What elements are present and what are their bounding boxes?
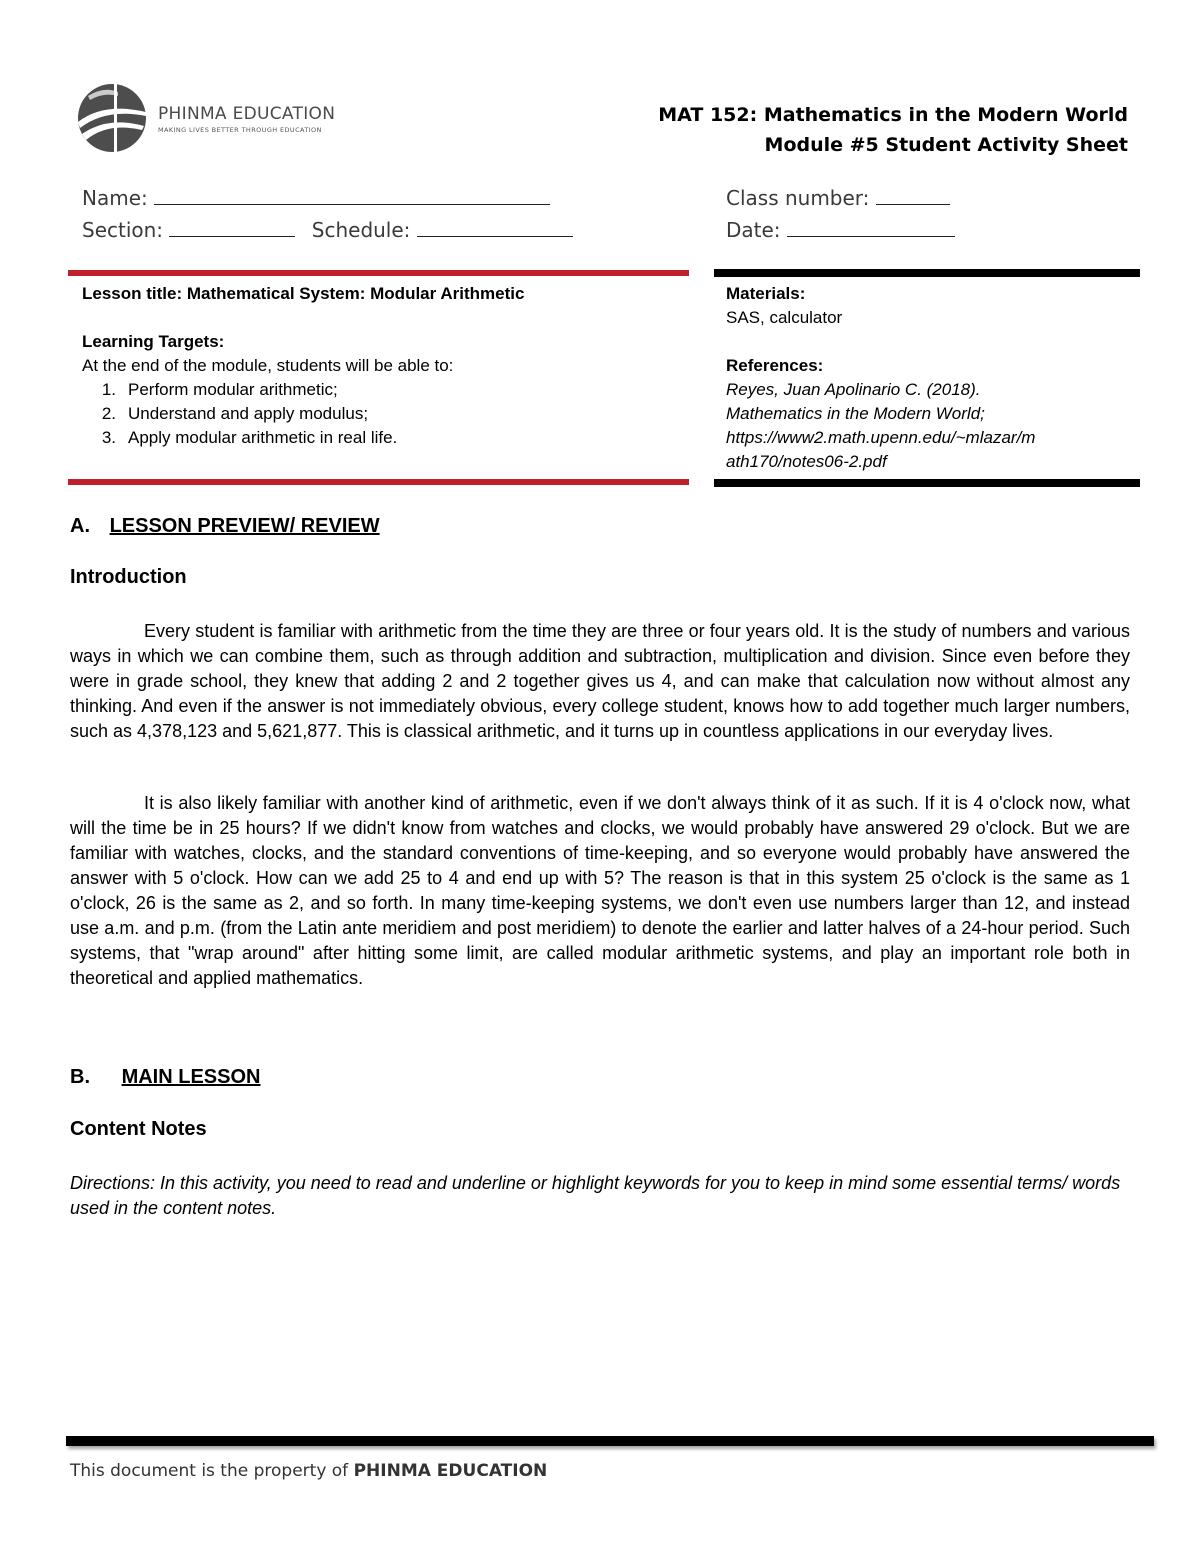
course-title: MAT 152: Mathematics in the Modern World xyxy=(658,104,1128,126)
targets-list xyxy=(82,378,682,450)
section-label: Section: xyxy=(82,218,164,242)
logo-text xyxy=(158,104,335,134)
schedule-blank[interactable] xyxy=(417,218,573,237)
class-number-field xyxy=(726,186,950,210)
footer-prefix: This document is the property of xyxy=(70,1461,354,1481)
materials-top-bar xyxy=(714,269,1140,277)
references-heading: References: xyxy=(726,356,824,375)
reference-line: Reyes, Juan Apolinario C. (2018). xyxy=(726,380,981,399)
section-a-heading xyxy=(70,515,380,538)
reference-link[interactable]: ath170/notes06-2.pdf xyxy=(726,452,887,471)
reference-link[interactable]: https://www2.math.upenn.edu/~mlazar/m xyxy=(726,428,1036,447)
intro-paragraph-1: Every student is familiar with arithmetic from the time they are three or four years old. It is the study of numbers and various ways in which we can combine them, such as through addition and subtraction, multiplication and division. Since even before they were in grade school, they knew that adding 2 and 2 together gives us 4, and can make that calculation now without almost any thinking. And even if the answer is not immediately obvious, every college student, knows how to add together much larger numbers, such as 4,378,123 and 5,621,877. This is classical arithmetic, and it turns up in countless applications in our everyday lives. xyxy=(70,621,1130,741)
target-item: 2. Understand and apply modulus; xyxy=(101,404,369,423)
module-title: Module #5 Student Activity Sheet xyxy=(764,134,1128,156)
logo-tagline: MAKING LIVES BETTER THROUGH EDUCATION xyxy=(158,126,322,134)
date-blank[interactable] xyxy=(787,218,955,237)
lesson-title: Lesson title: Mathematical System: Modular Arithmetic xyxy=(82,284,525,303)
name-label: Name: xyxy=(82,186,148,210)
section-blank[interactable] xyxy=(169,218,295,237)
schedule-label: Schedule: xyxy=(311,218,411,242)
reference-line: Mathematics in the Modern World; xyxy=(726,404,985,423)
section-a-title: LESSON PREVIEW/ REVIEW xyxy=(109,515,380,537)
content-notes-heading: Content Notes xyxy=(70,1118,207,1140)
targets-heading: Learning Targets: xyxy=(82,332,225,351)
class-number-blank[interactable] xyxy=(876,186,950,205)
materials-heading: Materials: xyxy=(726,284,806,303)
footer-bar xyxy=(66,1436,1154,1446)
section-b-title: MAIN LESSON xyxy=(121,1066,261,1088)
logo-name: PHINMA EDUCATION xyxy=(158,104,336,124)
materials-bottom-bar xyxy=(714,479,1140,487)
section-a-letter: A. xyxy=(70,515,90,537)
date-field xyxy=(726,218,955,242)
lesson-box xyxy=(82,282,682,450)
intro-paragraph-2: It is also likely familiar with another kind of arithmetic, even if we don't always think of it as such. If it is 4 o'clock now, what will the time be in 25 hours? If we didn't know from watches and clocks, we would probably have answered 29 o'clock. But we are familiar with watches, clocks, and the standard conventions of time-keeping, and so everyone would probably have answered the answer with 5 o'clock. How can we add 25 to 4 and end up with 5? The reason is that in this system 25 o'clock is the same as 1 o'clock, 26 is the same as 2, and so forth. In many time-keeping systems, we don't even use numbers larger than 12, and instead use a.m. and p.m. (from the Latin ante meridiem and post meridiem) to denote the earlier and latter halves of a 24-hour period. Such systems, that "wrap around" after hitting some limit, are called modular arithmetic systems, and play an important role both in theoretical and applied mathematics. xyxy=(70,793,1130,988)
target-item: 3. Apply modular arithmetic in real life. xyxy=(101,428,398,447)
lesson-top-bar xyxy=(68,270,689,276)
course-header xyxy=(658,100,1128,160)
section-b-heading xyxy=(70,1066,260,1089)
class-number-label: Class number: xyxy=(726,186,870,210)
materials-box xyxy=(726,282,1136,474)
introduction-heading: Introduction xyxy=(70,566,187,588)
name-blank[interactable] xyxy=(154,186,550,205)
section-field xyxy=(82,218,573,242)
footer-text xyxy=(70,1461,547,1481)
target-item: 1. Perform modular arithmetic; xyxy=(101,380,338,399)
name-field xyxy=(82,186,550,210)
section-b-letter: B. xyxy=(70,1066,90,1088)
targets-intro: At the end of the module, students will be able to: xyxy=(82,356,454,375)
footer-owner: PHINMA EDUCATION xyxy=(353,1461,548,1481)
materials-text: SAS, calculator xyxy=(726,308,843,327)
lesson-bottom-bar xyxy=(68,479,689,485)
directions-text: Directions: In this activity, you need to read and underline or highlight keywords for you to keep in mind some essential terms/ words used in the content notes. xyxy=(70,1173,1121,1218)
date-label: Date: xyxy=(726,218,781,242)
